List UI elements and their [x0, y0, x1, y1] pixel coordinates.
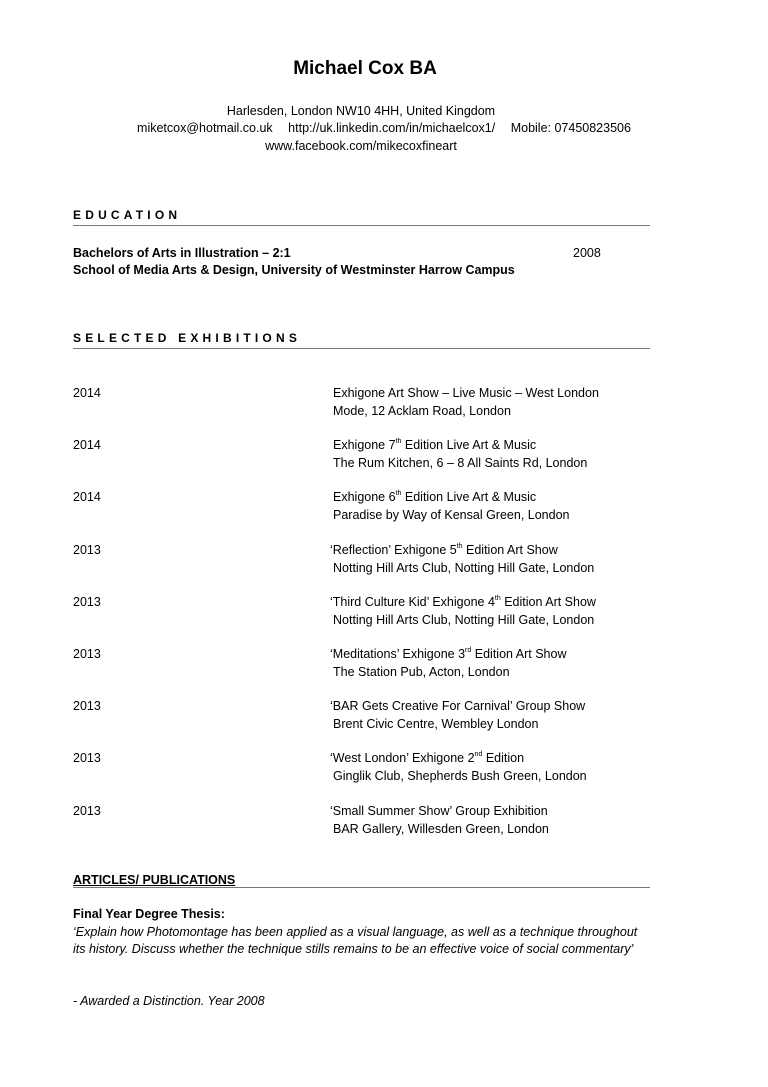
- exhibition-venue: The Rum Kitchen, 6 – 8 All Saints Rd, London: [333, 456, 588, 470]
- facebook-link[interactable]: www.facebook.com/mikecoxfineart: [265, 139, 457, 153]
- exhibition-year: 2013: [73, 595, 101, 609]
- education-school: School of Media Arts & Design, University of Westminster Harrow Campus: [73, 263, 515, 277]
- exhibition-title: [333, 438, 536, 452]
- exhibition-title-text-rest: Edition Art Show: [462, 543, 558, 557]
- exhibition-year: 2014: [73, 386, 101, 400]
- exhibition-year: 2014: [73, 490, 101, 504]
- exhibition-year: 2013: [73, 543, 101, 557]
- address: Harlesden, London NW10 4HH, United Kingdom: [226, 104, 496, 118]
- exhibition-venue: Notting Hill Arts Club, Notting Hill Gate, London: [333, 613, 595, 627]
- exhibition-ordinal-suffix: th: [395, 490, 402, 497]
- exhibition-title: [333, 490, 536, 504]
- exhibition-title-text: ‘BAR Gets Creative For Carnival’ Group Show: [330, 699, 586, 713]
- exhibition-title-text-rest: Edition: [482, 751, 525, 765]
- exhibition-ordinal-suffix: th: [456, 543, 463, 550]
- linkedin-link[interactable]: http://uk.linkedin.com/in/michaelcox1/: [288, 121, 496, 135]
- exhibition-year: 2013: [73, 647, 101, 661]
- exhibition-venue: Paradise by Way of Kensal Green, London: [333, 508, 570, 522]
- education-divider: [73, 225, 650, 226]
- exhibition-ordinal-suffix: rd: [465, 647, 472, 654]
- email-link[interactable]: miketcox@hotmail.co.uk: [137, 121, 273, 135]
- exhibition-year: 2013: [73, 699, 101, 713]
- exhibition-title: [330, 647, 566, 661]
- cv-name: Michael Cox BA: [293, 58, 437, 79]
- exhibition-title-text: Exhigone 6: [333, 490, 396, 504]
- contact-line: [0, 121, 768, 135]
- thesis-heading: Final Year Degree Thesis:: [73, 907, 225, 921]
- exhibition-venue: Mode, 12 Acklam Road, London: [333, 404, 511, 418]
- exhibitions-divider: [73, 348, 650, 349]
- exhibition-title-text: ‘Third Culture Kid’ Exhigone 4: [330, 595, 495, 609]
- exhibition-title-text: ‘West London’ Exhigone 2: [330, 751, 475, 765]
- exhibition-ordinal-suffix: nd: [474, 751, 483, 758]
- exhibition-title-text: ‘Meditations’ Exhigone 3: [330, 647, 466, 661]
- exhibition-title: [330, 543, 558, 557]
- exhibition-title: [330, 804, 548, 818]
- publications-divider: [73, 887, 650, 888]
- exhibition-title-text-rest: Edition Live Art & Music: [401, 438, 537, 452]
- publications-heading: ARTICLES/ PUBLICATIONS: [73, 873, 236, 887]
- thesis-award: - Awarded a Distinction. Year 2008: [73, 994, 265, 1008]
- exhibition-title-text: Exhigone Art Show – Live Music – West London: [333, 386, 599, 400]
- exhibition-ordinal-suffix: th: [395, 438, 402, 445]
- exhibition-title-text-rest: Edition Art Show: [500, 595, 596, 609]
- exhibition-title: [333, 386, 599, 400]
- education-year: 2008: [573, 246, 601, 260]
- exhibition-title-text-rest: Edition Art Show: [471, 647, 567, 661]
- exhibition-title: [330, 595, 596, 609]
- exhibition-title: [330, 699, 585, 713]
- exhibition-title-text: Exhigone 7: [333, 438, 396, 452]
- exhibition-title: [330, 751, 524, 765]
- mobile-number: Mobile: 07450823506: [510, 121, 631, 135]
- exhibition-venue: Notting Hill Arts Club, Notting Hill Gate, London: [333, 561, 595, 575]
- exhibition-venue: Ginglik Club, Shepherds Bush Green, London: [333, 769, 587, 783]
- exhibition-title-text: ‘Small Summer Show’ Group Exhibition: [330, 804, 548, 818]
- education-degree: Bachelors of Arts in Illustration – 2:1: [73, 246, 291, 260]
- exhibition-venue: The Station Pub, Acton, London: [333, 665, 510, 679]
- exhibitions-heading: SELECTED EXHIBITIONS: [73, 331, 302, 345]
- exhibition-year: 2014: [73, 438, 101, 452]
- thesis-title: ‘Explain how Photomontage has been applied as a visual language, as well as a technique throughout its history. Discuss whether the technique stills remains to be an effective voice of social commentary’: [73, 925, 638, 956]
- exhibition-venue: Brent Civic Centre, Wembley London: [333, 717, 539, 731]
- exhibition-venue: BAR Gallery, Willesden Green, London: [333, 822, 549, 836]
- exhibition-year: 2013: [73, 751, 101, 765]
- exhibition-title-text: ‘Reflection’ Exhigone 5: [330, 543, 457, 557]
- exhibition-ordinal-suffix: th: [494, 595, 501, 602]
- exhibition-title-text-rest: Edition Live Art & Music: [401, 490, 537, 504]
- exhibition-year: 2013: [73, 804, 101, 818]
- education-heading: EDUCATION: [73, 208, 182, 222]
